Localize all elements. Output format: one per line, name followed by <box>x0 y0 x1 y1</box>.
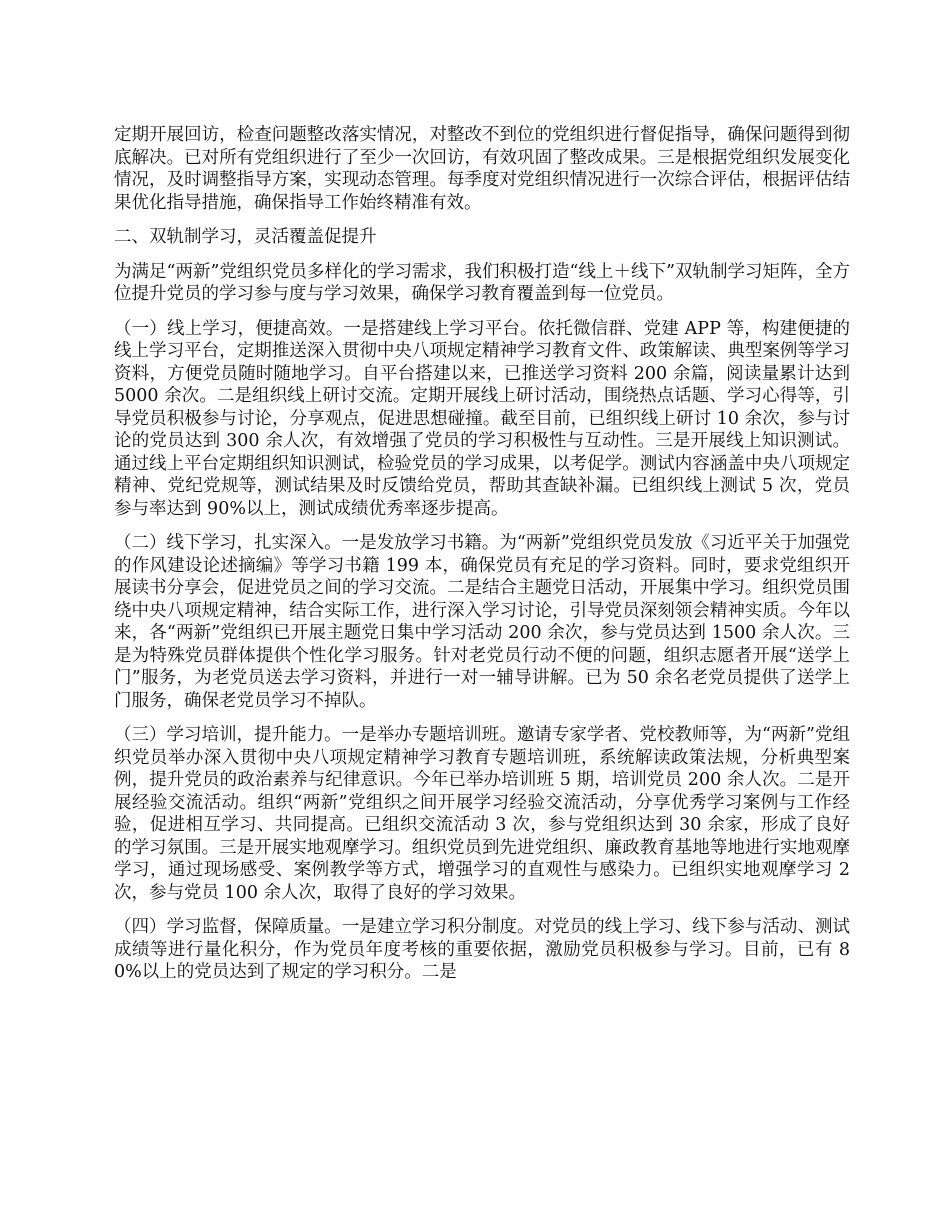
paragraph-offline-learning: （二）线下学习，扎实深入。一是发放学习书籍。为“两新”党组织党员发放《习近平关于加强党的作风建设论述摘编》等学习书籍 199 本，确保党员有充足的学习资料。同时，要求党组织开展读书分享会，促进党员之间的学习交流。二是结合主题党日活动，开展集中学习。组织党员围绕中央八项规定精神，结合实际工作，进行深入学习讨论，引导党员深刻领会精神实质。今年以来，各“两新”党组织已开展主题党日集中学习活动 200 余次，参与党员达到 1500 余人次。三是为特殊党员群体提供个性化学习服务。针对老党员行动不便的问题，组织志愿者开展“送学上门”服务，为老党员送去学习资料，并进行一对一辅导讲解。已为 50 余名老党员提供了送学上门服务，确保老党员学习不掉队。 <box>114 533 850 711</box>
document-body <box>114 124 850 996</box>
paragraph-online-learning: （一）线上学习，便捷高效。一是搭建线上学习平台。依托微信群、党建 APP 等，构建便捷的线上学习平台，定期推送深入贯彻中央八项规定精神学习教育文件、政策解读、典型案例等学习资料，方便党员随时随地学习。自平台搭建以来，已推送学习资料 200 余篇，阅读量累计达到 5000 余次。二是组织线上研讨交流。定期开展线上研讨活动，围绕热点话题、学习心得等，引导党员积极参与讨论，分享观点，促进思想碰撞。截至目前，已组织线上研讨 10 余次，参与讨论的党员达到 300 余人次，有效增强了党员的学习积极性与互动性。三是开展线上知识测试。通过线上平台定期组织知识测试，检验党员的学习成果，以考促学。测试内容涵盖中央八项规定精神、党纪党规等，测试结果及时反馈给党员，帮助其查缺补漏。已组织线上测试 5 次，党员参与率达到 90%以上，测试成绩优秀率逐步提高。 <box>114 318 850 519</box>
paragraph-training: （三）学习培训，提升能力。一是举办专题培训班。邀请专家学者、党校教师等，为“两新”党组织党员举办深入贯彻中央八项规定精神学习教育专题培训班，系统解读政策法规，分析典型案例，提升党员的政治素养与纪律意识。今年已举办培训班 5 期，培训党员 200 余人次。二是开展经验交流活动。组织“两新”党组织之间开展学习经验交流活动，分享优秀学习案例与工作经验，促进相互学习、共同提高。已组织交流活动 3 次，参与党组织达到 30 余家，形成了良好的学习氛围。三是开展实地观摩学习。组织党员到先进党组织、廉政教育基地等地进行实地观摩学习，通过现场感受、案例教学等方式，增强学习的直观性与感染力。已组织实地观摩学习 2 次，参与党员 100 余人次，取得了良好的学习效果。 <box>114 725 850 903</box>
paragraph-review-followup: 定期开展回访，检查问题整改落实情况，对整改不到位的党组织进行督促指导，确保问题得到彻底解决。已对所有党组织进行了至少一次回访，有效巩固了整改成果。三是根据党组织发展变化情况，及时调整指导方案，实现动态管理。每季度对党组织情况进行一次综合评估，根据评估结果优化指导措施，确保指导工作始终精准有效。 <box>114 125 850 213</box>
paragraph-dual-track-intro: 为满足“两新”党组织党员多样化的学习需求，我们积极打造“线上＋线下”双轨制学习矩阵，全方位提升党员的学习参与度与学习效果，确保学习教育覆盖到每一位党员。 <box>114 261 850 304</box>
paragraph-supervision: （四）学习监督，保障质量。一是建立学习积分制度。对党员的线上学习、线下参与活动、测试成绩等进行量化积分，作为党员年度考核的重要依据，激励党员积极参与学习。目前，已有 80%以上的党员达到了规定的学习积分。二是 <box>114 917 850 982</box>
section-heading-dual-track-learning: 二、双轨制学习，灵活覆盖促提升 <box>114 227 377 247</box>
